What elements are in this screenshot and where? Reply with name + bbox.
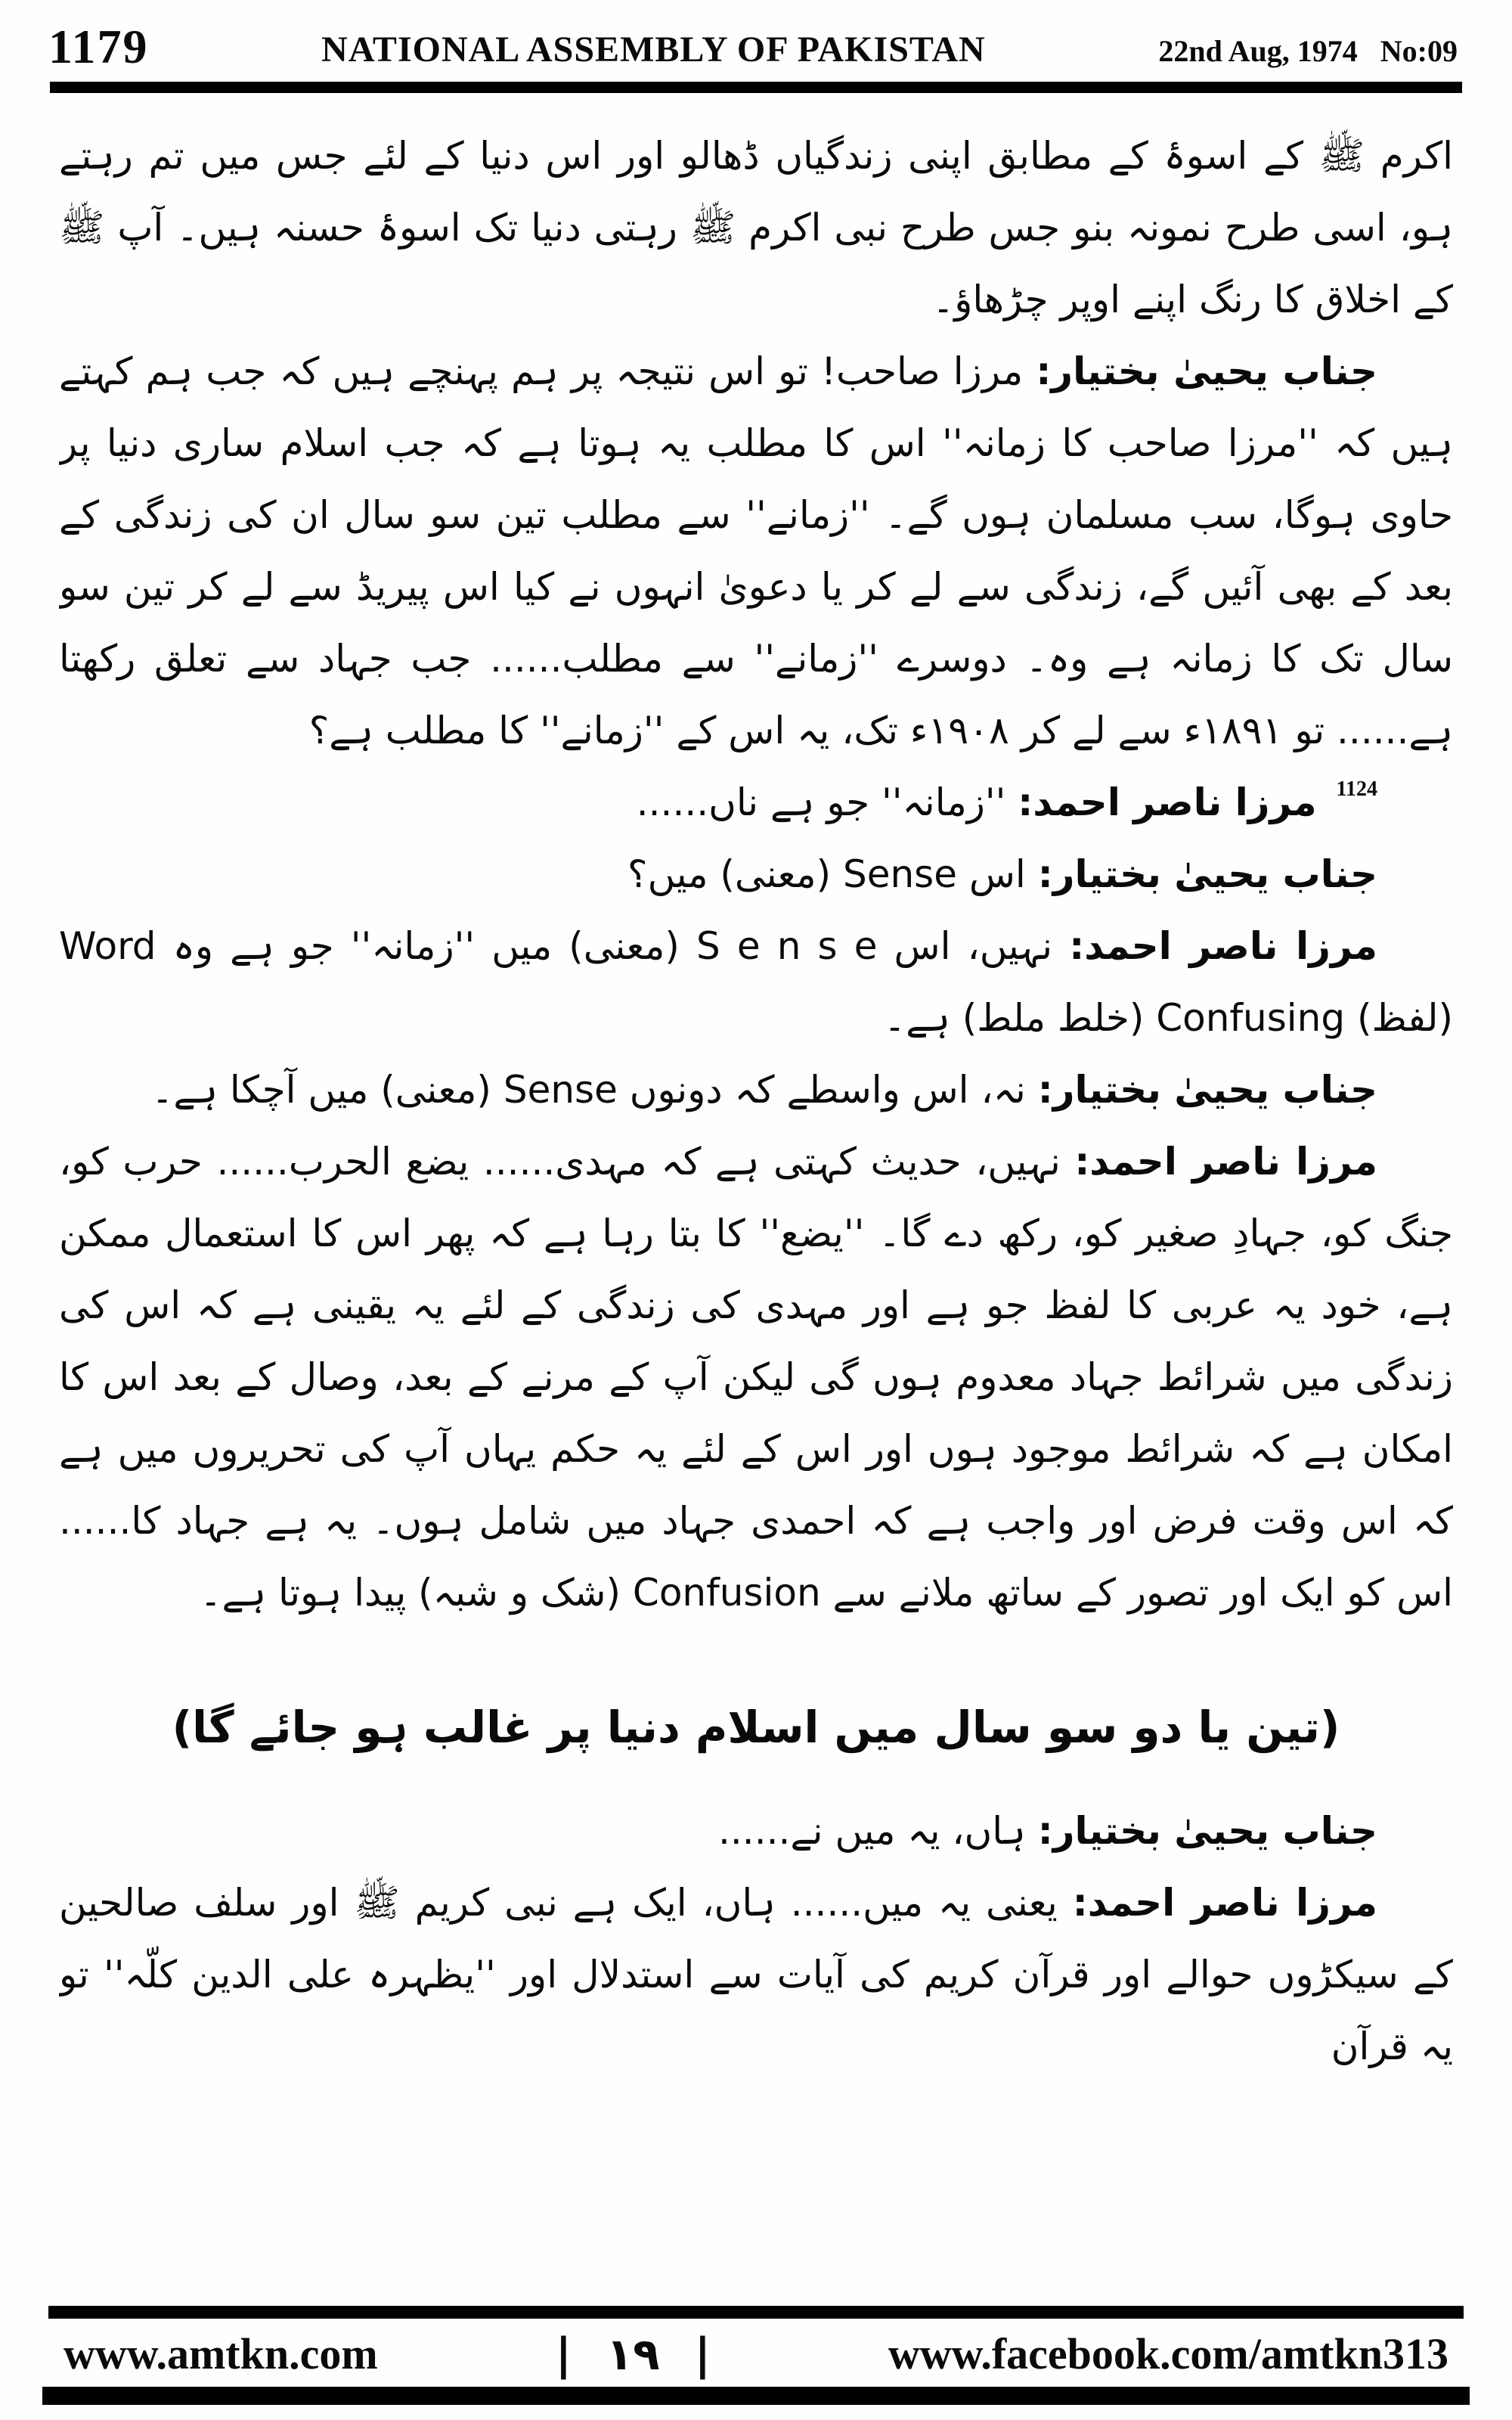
paragraph-text: مرزا صاحب! تو اس نتیجہ پر ہم پہنچے ہیں کہ جب ہم کہتے ہیں کہ ''مرزا صاحب کا زمانہ'' اس کا مطلب یہ ہوتا ہے کہ جب اسلام ساری دنیا پر حاوی ہوگا، سب مسلمان ہوں گے۔ ''زمانے'' سے مطلب تین سو سال ان کی زندگی کے بعد کے بھی آئیں گے، زندگی سے لے کر یا دعویٰ انہوں نے کیا اس پیریڈ سے لے کر تین سو سال تک کا زمانہ ہے وہ۔ دوسرے ''زمانے'' سے مطلب...... جب جہاد سے تعلق رکھتا ہے...... تو ۱۸۹۱ء سے لے کر ۱۹۰۸ء تک، یہ اس کے ''زمانے'' کا مطلب ہے؟ (59, 349, 1453, 752)
footer-page-number-group (555, 2328, 711, 2380)
speaker-name: جناب یحییٰ بختیار: (1037, 1068, 1377, 1112)
speaker-name: مرزا ناصر احمد: (1069, 924, 1377, 968)
paragraph-text: ''زمانہ'' جو ہے ناں...... (636, 780, 1006, 824)
paragraph-text: ہاں، یہ میں نے...... (718, 1809, 1026, 1854)
paragraph-text: نہیں، اس S e n s e (معنی) میں ''زمانہ'' جو ہے وہ Word (لفظ) Confusing (خلط ملط) ہے۔ (59, 924, 1453, 1040)
speaker-name: مرزا ناصر احمد: (1074, 1140, 1377, 1184)
header-title: NATIONAL ASSEMBLY OF PAKISTAN (321, 29, 986, 70)
paragraph-text: نہ، اس واسطے کہ دونوں Sense (معنی) میں آچکا ہے۔ (151, 1068, 1026, 1112)
header-page-number: 1179 (48, 20, 149, 73)
footer-separator-right: | (694, 2328, 711, 2380)
speaker-name: مرزا ناصر احمد: (1018, 780, 1317, 824)
footer-website-url: www.amtkn.com (64, 2329, 378, 2378)
footer-separator-left: | (555, 2328, 572, 2380)
speaker-name: جناب یحییٰ بختیار: (1037, 1809, 1377, 1854)
page-header (0, 0, 1512, 76)
page-footer (0, 2319, 1512, 2385)
paragraph (59, 1054, 1453, 1126)
speaker-name: جناب یحییٰ بختیار: (1036, 349, 1377, 393)
paragraph-text: اکرم ﷺ کے اسوۂ کے مطابق اپنی زندگیاں ڈھالو اور اس دنیا کے لئے جس میں تم رہتے ہو، اسی طرح نمونہ بنو جس طرح نبی اکرم ﷺ رہتی دنیا تک اسوۂ حسنہ ہیں۔ آپ ﷺ کے اخلاق کا رنگ اپنے اوپر چڑھاؤ۔ (59, 134, 1453, 321)
transcript-body (59, 120, 1453, 2286)
header-date: 22nd Aug, 1974 (1158, 34, 1358, 68)
paragraph (59, 1126, 1453, 1629)
paragraph (59, 1795, 1453, 1867)
header-divider (50, 82, 1462, 93)
section-heading: (تین یا دو سو سال میں اسلام دنیا پر غالب ہو جائے گا) (172, 1702, 1340, 1753)
footer-page-number: ۱۹ (606, 2328, 660, 2380)
paragraph (59, 120, 1453, 336)
footer-divider-bottom (42, 2387, 1470, 2405)
paragraph (59, 911, 1453, 1054)
speaker-name: مرزا ناصر احمد: (1072, 1881, 1377, 1925)
paragraph (59, 336, 1453, 767)
footer-divider-top (48, 2306, 1464, 2319)
speaker-name: جناب یحییٰ بختیار: (1037, 852, 1377, 896)
paragraph (59, 839, 1453, 911)
header-issue-number: No:09 (1380, 34, 1458, 68)
footnote-marker: 1124 (1336, 777, 1377, 802)
header-date-issue (1158, 36, 1458, 71)
paragraph (59, 1867, 1453, 2083)
paragraph-text: اس Sense (معنی) میں؟ (627, 852, 1026, 896)
paragraph (59, 767, 1453, 839)
footer-facebook-url: www.facebook.com/amtkn313 (888, 2329, 1448, 2378)
paragraph-text: یعنی یہ میں...... ہاں، ایک ہے نبی کریم ﷺ اور سلف صالحین کے سیکڑوں حوالے اور قرآن کریم کی آیات سے استدلال اور ''یظہرہ علی الدین کلّہ'' تو یہ قرآن (59, 1881, 1453, 2069)
paragraph-text: نہیں، حدیث کہتی ہے کہ مہدی...... یضع الحرب...... حرب کو، جنگ کو، جہادِ صغیر کو، رکھ دے گا۔ ''یضع'' کا بتا رہا ہے کہ پھر اس کا استعمال ممکن ہے، خود یہ عربی کا لفظ جو ہے اور مہدی کی زندگی کے لئے یہ یقینی ہے کہ اس کی زندگی میں شرائط جہاد معدوم ہوں گی لیکن آپ کے مرنے کے بعد، وصال کے بعد اس کا امکان ہے کہ شرائط موجود ہوں اور اس کے لئے یہ حکم یہاں آپ کی تحریروں میں ہے کہ اس وقت فرض اور واجب ہے کہ احمدی جہاد میں شامل ہوں۔ یہ ہے جہاد کا...... اس کو ایک اور تصور کے ساتھ ملانے سے Confusion (شک و شبہ) پیدا ہوتا ہے۔ (59, 1140, 1453, 1615)
